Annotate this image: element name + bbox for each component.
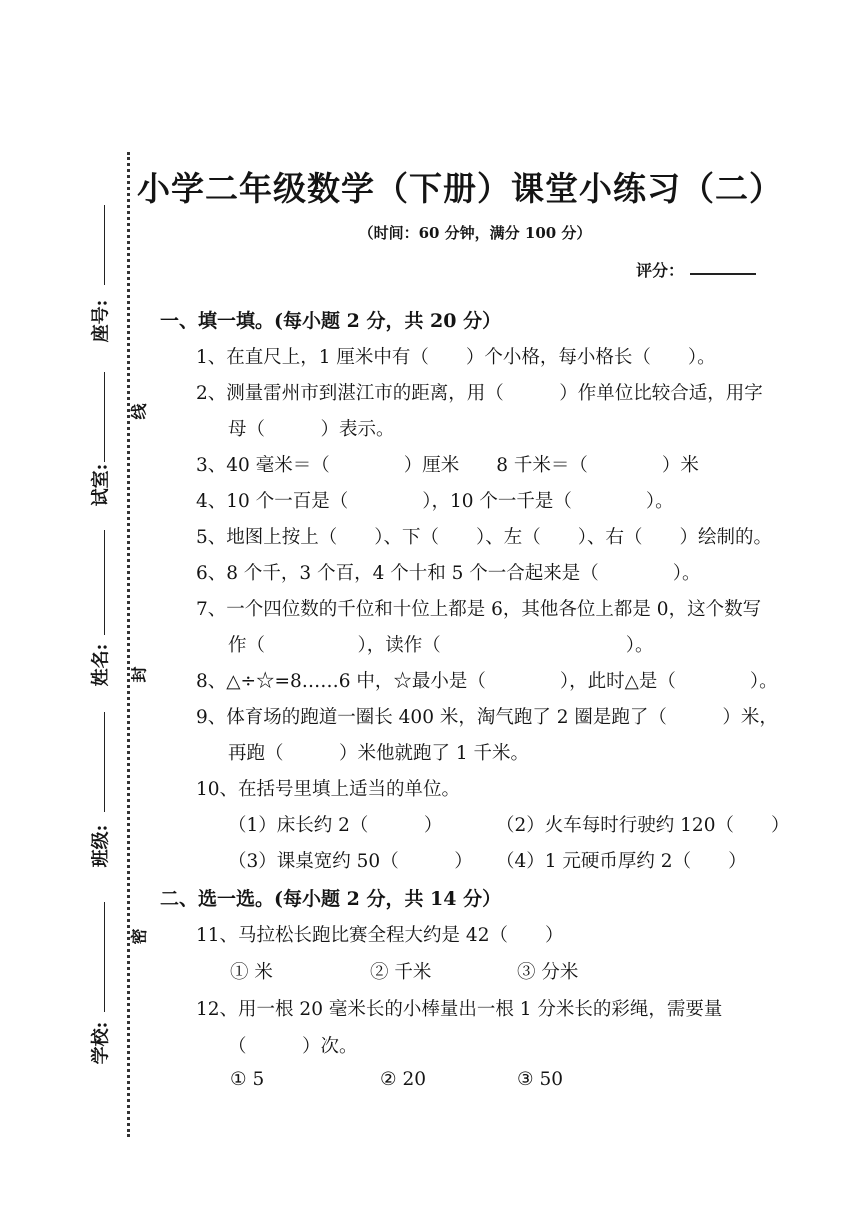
school-label: 学校: xyxy=(90,1021,112,1065)
question-9-line1: 9、体育场的跑道一圈长 400 米，淘气跑了 2 圈是跑了（ ）米， xyxy=(196,707,778,728)
question-3: 3、40 毫米＝（ ）厘米 8 千米＝（ ）米 xyxy=(196,455,699,476)
question-11-option-3: ③ 分米 xyxy=(517,962,579,983)
page-title: 小学二年级数学（下册）课堂小练习（二） xyxy=(137,169,783,208)
name-blank xyxy=(104,530,105,635)
question-9-line2: 再跑（ ）米他就跑了 1 千米。 xyxy=(228,743,530,764)
question-10-item-4: （4）1 元硬币厚约 2（ ） xyxy=(496,851,747,872)
question-1: 1、在直尺上，1 厘米中有（ ）个小格，每小格长（ ）。 xyxy=(196,347,716,368)
class-blank xyxy=(104,712,105,812)
question-8: 8、△÷☆=8……6 中，☆最小是（ ），此时△是（ ）。 xyxy=(196,671,778,692)
question-12-option-3: ③ 50 xyxy=(517,1069,564,1090)
question-2-line1: 2、测量雷州市到湛江市的距离，用（ ）作单位比较合适，用字 xyxy=(196,383,763,404)
question-10-item-1: （1）床长约 2（ ） xyxy=(228,815,443,836)
seat-blank xyxy=(104,205,105,285)
seat-label: 座号: xyxy=(90,299,112,343)
question-5: 5、地图上按上（ ）、下（ ）、左（ ）、右（ ）绘制的。 xyxy=(196,527,773,548)
question-4: 4、10 个一百是（ ），10 个一千是（ ）。 xyxy=(196,491,674,512)
section2-heading: 二、选一选。(每小题 2 分，共 14 分） xyxy=(160,888,502,910)
question-7-line1: 7、一个四位数的千位和十位上都是 6，其他各位上都是 0，这个数写 xyxy=(196,599,762,620)
school-blank xyxy=(104,902,105,1012)
score-label: 评分： xyxy=(636,261,685,280)
question-11-option-2: ② 千米 xyxy=(370,962,432,983)
question-7-line2: 作（ ），读作（ ）。 xyxy=(228,635,654,656)
exam-time-info: （时间：60 分钟，满分 100 分） xyxy=(358,224,592,242)
question-12-line1: 12、用一根 20 毫米长的小棒量出一根 1 分米长的彩绳，需要量 xyxy=(196,999,723,1020)
question-11-option-1: ① 米 xyxy=(230,962,273,983)
score-blank xyxy=(690,273,756,275)
room-blank xyxy=(104,372,105,462)
question-10: 10、在括号里填上适当的单位。 xyxy=(196,779,461,800)
question-10-item-2: （2）火车每时行驶约 120（ ） xyxy=(496,815,790,836)
question-10-item-3: （3）课桌宽约 50（ ） xyxy=(228,851,473,872)
question-6: 6、8 个千，3 个百，4 个十和 5 个一合起来是（ ）。 xyxy=(196,563,701,584)
name-label: 姓名: xyxy=(90,643,112,687)
question-12-option-2: ② 20 xyxy=(380,1069,427,1090)
binding-mark-mi: 密 xyxy=(129,928,149,945)
binding-mark-xian: 线 xyxy=(129,403,149,420)
room-label: 试室: xyxy=(90,463,112,507)
question-12-line2: （ ）次。 xyxy=(228,1036,358,1057)
question-11: 11、马拉松长跑比赛全程大约是 42（ ） xyxy=(196,925,564,946)
section1-heading: 一、填一填。(每小题 2 分，共 20 分） xyxy=(160,310,502,332)
binding-mark-feng: 封 xyxy=(129,666,149,683)
class-label: 班级: xyxy=(90,824,112,868)
question-2-line2: 母（ ）表示。 xyxy=(228,419,395,440)
binding-dotted-line xyxy=(127,152,130,1137)
question-12-option-1: ① 5 xyxy=(230,1069,265,1090)
